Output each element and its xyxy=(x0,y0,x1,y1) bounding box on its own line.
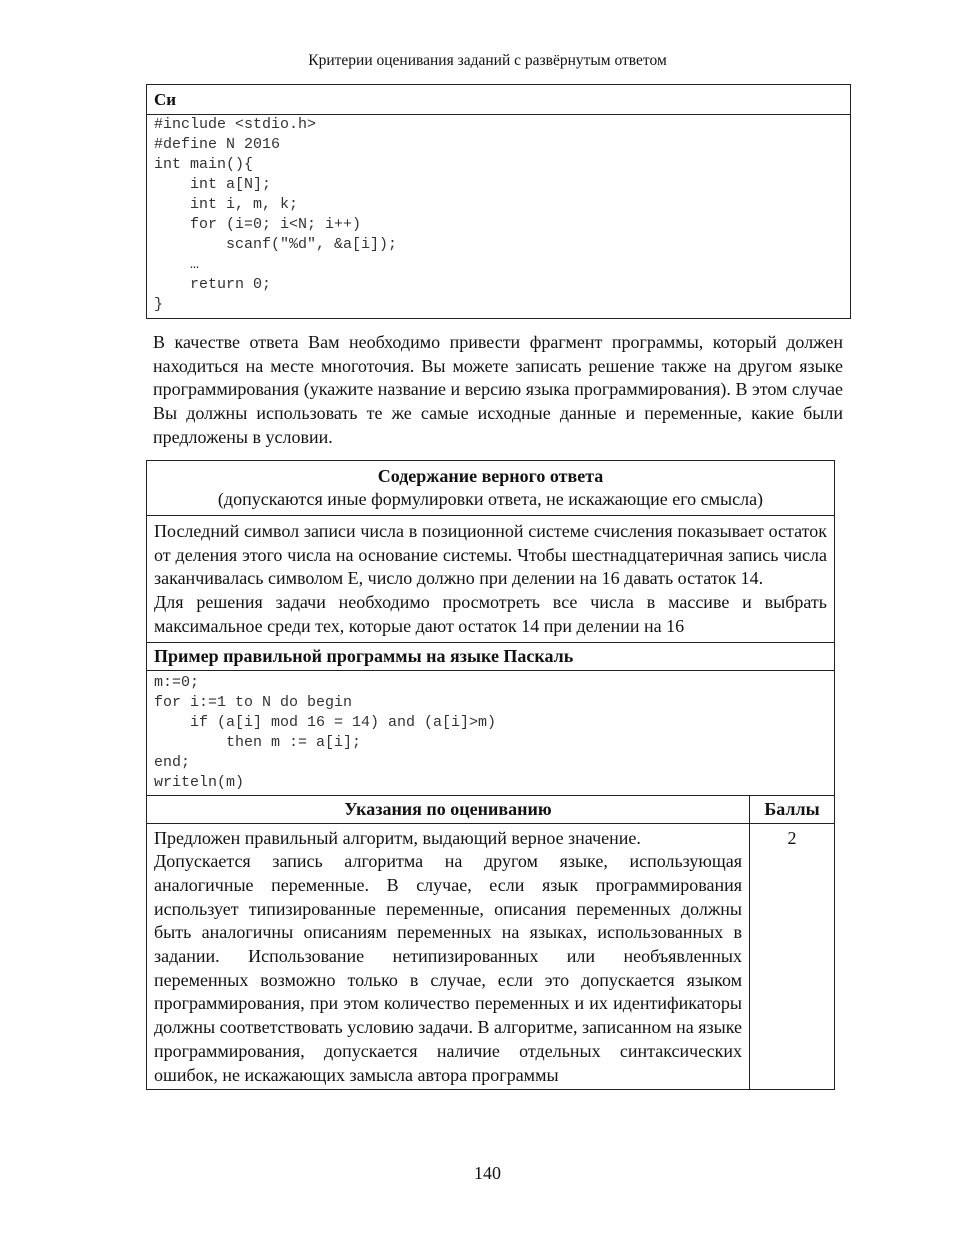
points-header: Баллы xyxy=(750,795,835,823)
content-header-row xyxy=(147,461,835,516)
c-code-title: Си xyxy=(147,85,850,115)
c-code-listing: #include <stdio.h> #define N 2016 int main(){ int a[N]; int i, m, k; for (i=0; i<N; i++) scanf("%d", &a[i]); … return 0; } xyxy=(154,116,398,313)
criteria-table xyxy=(146,460,835,1090)
page-number: 140 xyxy=(474,1163,501,1183)
pascal-code-listing: m:=0; for i:=1 to N do begin if (a[i] mod 16 = 14) and (a[i]>m) then m := a[i]; end; writeln(m) xyxy=(154,673,497,791)
instruction-paragraph: В качестве ответа Вам необходимо привести фрагмент программы, который должен находиться на месте многоточия. Вы можете записать решение также на другом языке программирования (укажите название и версию языка программирования). В этом случае Вы должны использовать те же самые исходные данные и переменные, какие были предложены в условии. xyxy=(153,332,843,447)
grading-header-row xyxy=(147,795,835,823)
content-subtitle: (допускаются иные формулировки ответа, не искажающие его смысла) xyxy=(217,489,764,509)
pascal-code-row xyxy=(147,670,835,795)
grading-row xyxy=(147,823,835,1090)
example-title: Пример правильной программы на языке Паскаль xyxy=(147,642,835,670)
explanation-cell xyxy=(147,516,835,643)
example-title-row xyxy=(147,642,835,670)
points-value: 2 xyxy=(750,823,835,1090)
c-code-block xyxy=(146,84,851,319)
explanation-paragraph-2: Для решения задачи необходимо просмотреть все числа в массиве и выбрать максимальное среди тех, которые дают остаток 14 при делении на 16 xyxy=(154,592,827,636)
explanation-row xyxy=(147,516,835,643)
grading-first-line: Предложен правильный алгоритм, выдающий верное значение. xyxy=(154,827,641,848)
content-title: Содержание верного ответа xyxy=(377,466,604,486)
grading-cell xyxy=(147,823,750,1090)
content-header-cell xyxy=(147,461,835,516)
page-header: Критерии оценивания заданий с развёрнутым ответом xyxy=(308,52,667,69)
grading-header: Указания по оцениванию xyxy=(147,795,750,823)
grading-text: Допускается запись алгоритма на другом языке, использующая аналогичные переменные. В случае, если язык программирования использует типизированные переменные, описания переменных должны быть аналогичны описаниям переменных на языках, использованных в задании. Использование нетипизированных или необъявленных переменных возможно только в случае, если это допускается языком программирования, при этом количество переменных и их идентификаторы должны соответствовать условию задачи. В алгоритме, записанном на языке программирования, допускается наличие отдельных синтаксических ошибок, не искажающих замысла автора программы xyxy=(154,851,742,1085)
explanation-paragraph-1: Последний символ записи числа в позиционной системе счисления показывает остаток от деления этого числа на основание системы. Чтобы шестнадцатеричная запись числа заканчивалась символом E, число должно при делении на 16 давать остаток 14. xyxy=(154,521,827,589)
pascal-code-cell xyxy=(147,670,835,795)
